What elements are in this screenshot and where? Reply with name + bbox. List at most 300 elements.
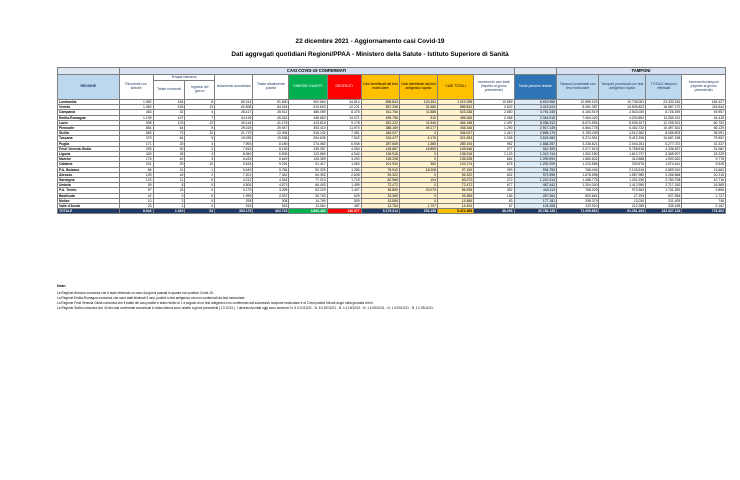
value-cell: 212.285 [599,204,646,209]
value-cell: 2.133.516 [599,167,646,172]
value-cell: 311.409 [646,198,682,203]
value-cell: 346.027 [361,131,399,136]
value-cell: 902.654 [289,100,327,105]
value-cell: 977 [474,146,514,151]
value-cell: 164 [153,100,185,105]
total-value-cell: 132.337.126 [646,209,682,214]
value-cell: 86 [119,167,153,172]
note-line: La Regione Emilia-Romagna comunica che sono stati eliminati 3 casi, positivi a test antigenico ma non confermati da test molecolare. [57,296,246,300]
value-cell: 101.934 [361,162,399,167]
value-cell: 1.292.209 [514,162,556,167]
value-cell: 14.494 [438,204,474,209]
value-cell: 60.704 [682,120,726,125]
value-cell: 1.678.598 [557,172,599,177]
value-cell: 177.181 [514,198,556,203]
value-cell: 91.417 [289,162,327,167]
value-cell: 2.344.515 [514,115,556,120]
value-cell: 21 [153,167,185,172]
value-cell: 1.412.950 [599,183,646,188]
value-cell: 32 [153,110,185,115]
region-name-cell: Lazio [58,120,120,125]
value-cell: 30 [153,146,185,151]
value-cell: 298.379 [557,198,599,203]
value-cell: 123 [119,178,153,183]
value-cell: 3.266.568 [646,172,682,177]
value-cell: 22.406 [253,131,289,136]
value-cell: 81.830 [253,100,289,105]
value-cell: 72.472 [361,183,399,188]
value-cell: 942.305 [514,146,556,151]
value-cell: 104.308 [514,204,556,209]
value-cell: 274.060 [289,141,327,146]
note-line: La Regione Friuli Venezia Giulia comunica che il totale dei casi positivi è stato ridotto di 1 a seguito di un test antigenico non confermato dal successivo tampone molecolare e di 2 test positivi rilevati doppi nella giornata di ieri. [57,301,374,305]
value-cell: 1.099.594 [514,157,556,162]
value-cell: 4.012.362 [599,131,646,136]
value-cell: 10.687.158 [646,136,682,141]
value-cell: 4 [185,141,215,146]
test-mol-header: Casi identificati dal test molecolare [361,75,399,100]
value-cell: 20.215 [682,172,726,177]
region-name-cell: Abruzzo [58,172,120,177]
value-cell: 2.899.910 [646,167,682,172]
value-cell: 40.144 [215,120,253,125]
value-cell: 42 [119,193,153,198]
notes-title: Note: [57,284,67,288]
value-cell: 5.277.072 [646,141,682,146]
value-cell: 1.563 [327,162,361,167]
total-value-cell: 136.077 [327,209,361,214]
value-cell: 2.628 [327,172,361,177]
value-cell: 5.274.951 [557,136,599,141]
value-cell: 443.113 [514,188,556,193]
value-cell: 557.336 [361,105,399,110]
value-cell: 0 [153,193,185,198]
value-cell: 289.194 [438,141,474,146]
ricoverati-header: Ricoverati con sintomi [119,75,153,100]
value-cell: 2.898.179 [514,131,556,136]
value-cell: 28.417 [215,110,253,115]
value-cell: 52.229 [289,188,327,193]
value-cell: 9.634 [215,162,253,167]
value-cell: 1.210.313 [514,178,556,183]
value-cell: 589.842 [438,105,474,110]
value-cell: 4.664.778 [557,126,599,131]
value-cell: 97 [119,188,153,193]
value-cell: 386.169 [361,126,399,131]
value-cell: 176 [119,157,153,162]
value-cell: 2.068 [474,115,514,120]
value-cell: 4.542 [327,152,361,157]
value-cell: 1.410 [474,131,514,136]
value-cell: 83.072 [438,178,474,183]
value-cell: 97.150 [438,167,474,172]
value-cell: 18.859 [399,146,437,151]
value-cell: 9.896 [682,188,726,193]
value-cell: 19.229 [682,152,726,157]
value-cell: 107 [153,115,185,120]
value-cell: 32.486 [399,105,437,110]
value-cell: 766.434 [557,167,599,172]
value-cell: 272 [474,178,514,183]
total-value-cell: 61.281.494 [599,209,646,214]
tamponi-ant-header: Tamponi processati con test antigenico rapido [599,75,646,100]
value-cell: 413.815 [289,120,327,125]
value-cell: 3.791.245 [514,110,556,115]
value-cell: 165 [474,193,514,198]
value-cell: 77.013 [289,178,327,183]
value-cell: 120.454 [399,100,437,105]
value-cell: 919 [215,204,253,209]
value-cell: 495.756 [361,115,399,120]
value-cell: 64.018 [253,105,289,110]
value-cell: 3.365.907 [646,152,682,157]
value-cell: 3.179 [215,188,253,193]
region-header: REGIONE [58,75,120,100]
value-cell: 29.029 [215,126,253,131]
value-cell: 16.969 [682,183,726,188]
value-cell: 972.596 [514,172,556,177]
region-name-cell: P.A. Trento [58,188,120,193]
value-cell: 49.957 [682,110,726,115]
value-cell: 6.519.966 [514,100,556,105]
value-cell: 28 [153,152,185,157]
value-cell: 4.522 [474,105,514,110]
value-cell: 10.505.823 [599,105,646,110]
value-cell: 1.610.737 [599,152,646,157]
value-cell: 0 [185,188,215,193]
value-cell: 33.369 [438,193,474,198]
value-cell: 1.585 [399,141,437,146]
value-cell: 2.040.251 [599,141,646,146]
value-cell: 768.029 [557,188,599,193]
value-cell: 29.947 [253,126,289,131]
value-cell: 231 [119,162,153,167]
value-cell: 41.175 [253,120,289,125]
value-cell: 28.912 [253,110,289,115]
value-cell: 136.916 [361,152,399,157]
value-cell: 8.375 [327,110,361,115]
value-cell: 5.036.312 [514,120,556,125]
total-label-cell: TOTALE [58,209,120,214]
covid-cases-table [57,67,726,214]
report-title: 22 dicembre 2021 - Aggiornamento casi Covid-19 [295,38,445,45]
value-cell: 854 [119,126,153,131]
value-cell: 13.064 [289,204,327,209]
value-cell: 6.945 [327,141,361,146]
value-cell: 11.946 [399,120,437,125]
value-cell: 10.736.051 [599,100,646,105]
value-cell: 360 [399,162,437,167]
value-cell: 0 [185,193,215,198]
value-cell: 8.189 [253,141,289,146]
value-cell: 563 [119,131,153,136]
total-value-cell: 1.010 [153,209,185,214]
value-cell: 399 [474,167,514,172]
value-cell: 487.442 [514,183,556,188]
region-name-cell: Veneto [58,105,120,110]
value-cell: 14.071 [327,115,361,120]
value-cell: 1.223.565 [557,162,599,167]
value-cell: 0 [399,157,437,162]
total-value-cell: 393.179 [215,209,253,214]
incremento-header: Incremento casi totali (rispetto al giorno precedente) [474,75,514,100]
value-cell: 56.935 [438,188,474,193]
value-cell: 1.668.257 [514,141,556,146]
value-cell: 1.900.520 [646,157,682,162]
value-cell: 4.054 [327,146,361,151]
value-cell: 0 [185,183,215,188]
value-cell: 0 [399,152,437,157]
value-cell: 0 [185,178,215,183]
value-cell: 3.299 [253,188,289,193]
value-cell: 135.208 [361,157,399,162]
value-cell: 82.968 [361,178,399,183]
region-name-cell: Umbria [58,183,120,188]
casi-totali-header: CASI TOTALI [438,75,474,100]
value-cell: 5.758.818 [599,146,646,151]
dimessi-header: DIMESSI/ GUARITI [289,75,327,100]
value-cell: 36.860 [361,188,399,193]
value-cell: 298 [215,198,253,203]
value-cell: 487 [327,204,361,209]
value-cell: 12.595.193 [557,100,599,105]
region-name-cell: Campania [58,110,120,115]
value-cell: 952 [474,141,514,146]
value-cell: 1.109 [119,115,153,120]
note-line: La Regione Abruzzo comunica che è stato eliminato un caso dai giorni passati in quanto non positivo Covid-19. [57,291,214,295]
value-cell: 6.670.594 [557,120,599,125]
value-cell: 629 [327,193,361,198]
value-cell: 5.412.206 [599,136,646,141]
value-cell: 2.413.224 [514,105,556,110]
value-cell: 511.756 [361,110,399,115]
value-cell: 153 [153,105,185,110]
value-cell: 1.499 [327,183,361,188]
value-cell: 509 [327,198,361,203]
value-cell: 0 [399,198,437,203]
value-cell: 676 [474,162,514,167]
value-cell: 4.573 [253,183,289,188]
value-cell: 10 [119,198,153,203]
value-cell: 335.195 [646,204,682,209]
value-cell: 12.205.921 [646,120,682,125]
value-cell: 5.449 [215,167,253,172]
region-name-cell: Puglia [58,141,120,146]
value-cell: 0 [185,198,215,203]
value-cell: 27.293 [599,193,646,198]
region-name-cell: Lombardia [58,100,120,105]
value-cell: 11.970 [327,126,361,131]
value-cell: 2 [153,198,185,203]
value-cell: 7.993 [215,141,253,146]
value-cell: 19.099 [215,136,253,141]
value-cell: 21.770 [215,131,253,136]
value-cell: 321.653 [438,136,474,141]
total-value-cell: 71.055.683 [557,209,599,214]
value-cell: 23.333.244 [646,100,682,105]
value-cell: 513.603 [289,105,327,110]
value-cell: 9.178 [327,120,361,125]
value-cell: 1.715 [327,178,361,183]
value-cell: 908 [119,120,153,125]
value-cell: 664 [474,157,514,162]
region-name-cell: Emilia-Romagna [58,115,120,120]
value-cell: 64 [153,136,185,141]
value-cell: 1.458.778 [557,178,599,183]
value-cell: 7.064.420 [557,115,599,120]
value-cell: 4 [185,110,215,115]
value-cell: 464.168 [438,120,474,125]
tamponi-mol-header: Tamponi processati con test molecolare [557,75,599,100]
confirmed-cases-group-header: CASI COVID-19 CONFERMATI [119,68,514,75]
value-cell: 2.543.020 [599,110,646,115]
value-cell: 2.037 [253,193,289,198]
total-value-cell: 5.472.469 [438,209,474,214]
total-value-cell: 778.302 [682,209,726,214]
value-cell: 80.314 [215,100,253,105]
value-cell: 3.524.060 [514,136,556,141]
deceduti-header: DECEDUTI [327,75,361,100]
value-cell: 12.784 [361,204,399,209]
ti-totale-header: Totale ricoverati [153,81,185,100]
value-cell: 330.876 [599,162,646,167]
value-cell: 10.497.510 [646,126,682,131]
value-cell: 1 [185,167,215,172]
value-cell: 2.717.150 [646,183,682,188]
value-cell: 463 [119,110,153,115]
report-subtitle: Dati aggregati quotidiani Regioni/PPAA - Ministero della Salute - Istituto Superiore di Sanità [231,51,509,58]
value-cell: 1.280 [327,167,361,172]
value-cell: 23 [153,188,185,193]
value-cell: 1.013.744 [514,152,556,157]
total-value-cell: 402.723 [253,209,289,214]
value-cell: 1.290 [474,126,514,131]
value-cell: 4.336.837 [646,146,682,151]
value-cell: 4.506 [215,183,253,188]
value-cell: 7.502 [327,136,361,141]
value-cell: 1.352 [119,100,153,105]
value-cell: 379 [119,136,153,141]
total-value-cell: 4.893.463 [289,209,327,214]
value-cell: 1.727 [682,193,726,198]
value-cell: 2 [185,146,215,151]
total-value-cell: 36.293 [474,209,514,214]
value-cell: 527.954 [646,193,682,198]
value-cell: 1.019.298 [438,100,474,105]
value-cell: 1.060 [119,105,153,110]
value-cell: 19.538 [253,136,289,141]
value-cell: 2.077.619 [557,146,599,151]
value-cell: 6.433 [215,157,253,162]
value-cell: 1.587.980 [599,172,646,177]
value-cell: 0 [399,172,437,177]
value-cell: 1.580.632 [557,157,599,162]
persone-testate-header: Totale persone testate [514,75,556,100]
value-cell: 13.030 [599,198,646,203]
value-cell: 5 [185,136,215,141]
value-cell: 6.452.732 [599,126,646,131]
value-cell: 8.726.939 [646,110,682,115]
value-cell: 34.814 [327,100,361,105]
value-cell: 294.635 [289,136,327,141]
value-cell: 452.222 [361,120,399,125]
value-cell: 8.139 [253,146,289,151]
value-cell: 78.942 [361,167,399,172]
total-value-cell: 293.155 [399,209,437,214]
value-cell: 308 [253,198,289,203]
region-name-cell: P.A. Bolzano [58,167,120,172]
value-cell: 123 [153,120,185,125]
intensive-care-header: Terapia intensiva [153,75,215,81]
value-cell: 9.528 [682,162,726,167]
value-cell: 632 [474,172,514,177]
region-name-cell: Friuli Venezia Giulia [58,146,120,151]
value-cell: 392 [474,188,514,193]
value-cell: 30.703 [289,193,327,198]
value-cell: 7.381 [327,131,361,136]
value-cell: 49.177 [399,126,437,131]
value-cell: 6.183.919 [557,110,599,115]
value-cell: 11.588 [399,110,437,115]
value-cell: 315.477 [361,136,399,141]
value-cell: 125 [119,172,153,177]
value-cell: 1.407 [327,188,361,193]
value-cell: 83 [474,198,514,203]
value-cell: 310.888 [599,157,646,162]
value-cell: 6 [185,100,215,105]
value-cell: 7.816 [215,146,253,151]
value-cell: 3.236.821 [557,141,599,146]
value-cell: 2 [185,172,215,177]
value-cell: 10 [185,131,215,136]
value-cell: 346.027 [438,131,474,136]
region-name-cell: Valle d'Aosta [58,204,120,209]
value-cell: 1.301.930 [599,178,646,183]
note-line: La Regione Sicilia comunica che 40 dei casi confermati comunicati in data odierna sono relativi a giorni precedenti ( 17/12/21 ). I decessi riportati oggi sono avvenuti: N. 5 il 21/12/21 - N. 6 il 20/12/21 - N. 1 il 19/12/21 - N. 1 il 09/12/21 - N. 1 il 02/12/21 - N. 1 il 23/11/21. [57,306,434,310]
value-cell: 128.687 [361,146,399,151]
value-cell: 1.902.180 [557,152,599,157]
value-cell: 2.162 [682,204,726,209]
value-cell: 6.649 [253,157,289,162]
value-cell: 79.902 [682,136,726,141]
value-cell: 316.242 [289,131,327,136]
value-cell: 8.055.803 [646,131,682,136]
total-value-cell: 92 [185,209,215,214]
value-cell: 510 [399,115,437,120]
value-cell: 7.342 [253,172,289,177]
value-cell: 31.337 [682,141,726,146]
value-cell: 677 [474,183,514,188]
value-cell: 973.363 [599,188,646,193]
value-cell: 9.294 [253,162,289,167]
region-name-cell: Sardegna [58,178,120,183]
value-cell: 62.808 [215,105,253,110]
value-cell: 534.753 [514,167,556,172]
total-row [58,209,726,214]
value-cell: 2.917.149 [514,126,556,131]
value-cell: 136.916 [438,152,474,157]
value-cell: 435.346 [438,126,474,131]
value-cell: 4.344 [253,178,289,183]
value-cell: 33.369 [361,193,399,198]
notes-section [57,284,727,311]
value-cell: 2.650 [474,110,514,115]
value-cell: 1 [153,204,185,209]
value-cell: 3.200 [327,157,361,162]
value-cell: 496.266 [438,115,474,120]
value-cell: 1.574.441 [646,162,682,167]
total-value-cell: 8.544 [119,209,153,214]
